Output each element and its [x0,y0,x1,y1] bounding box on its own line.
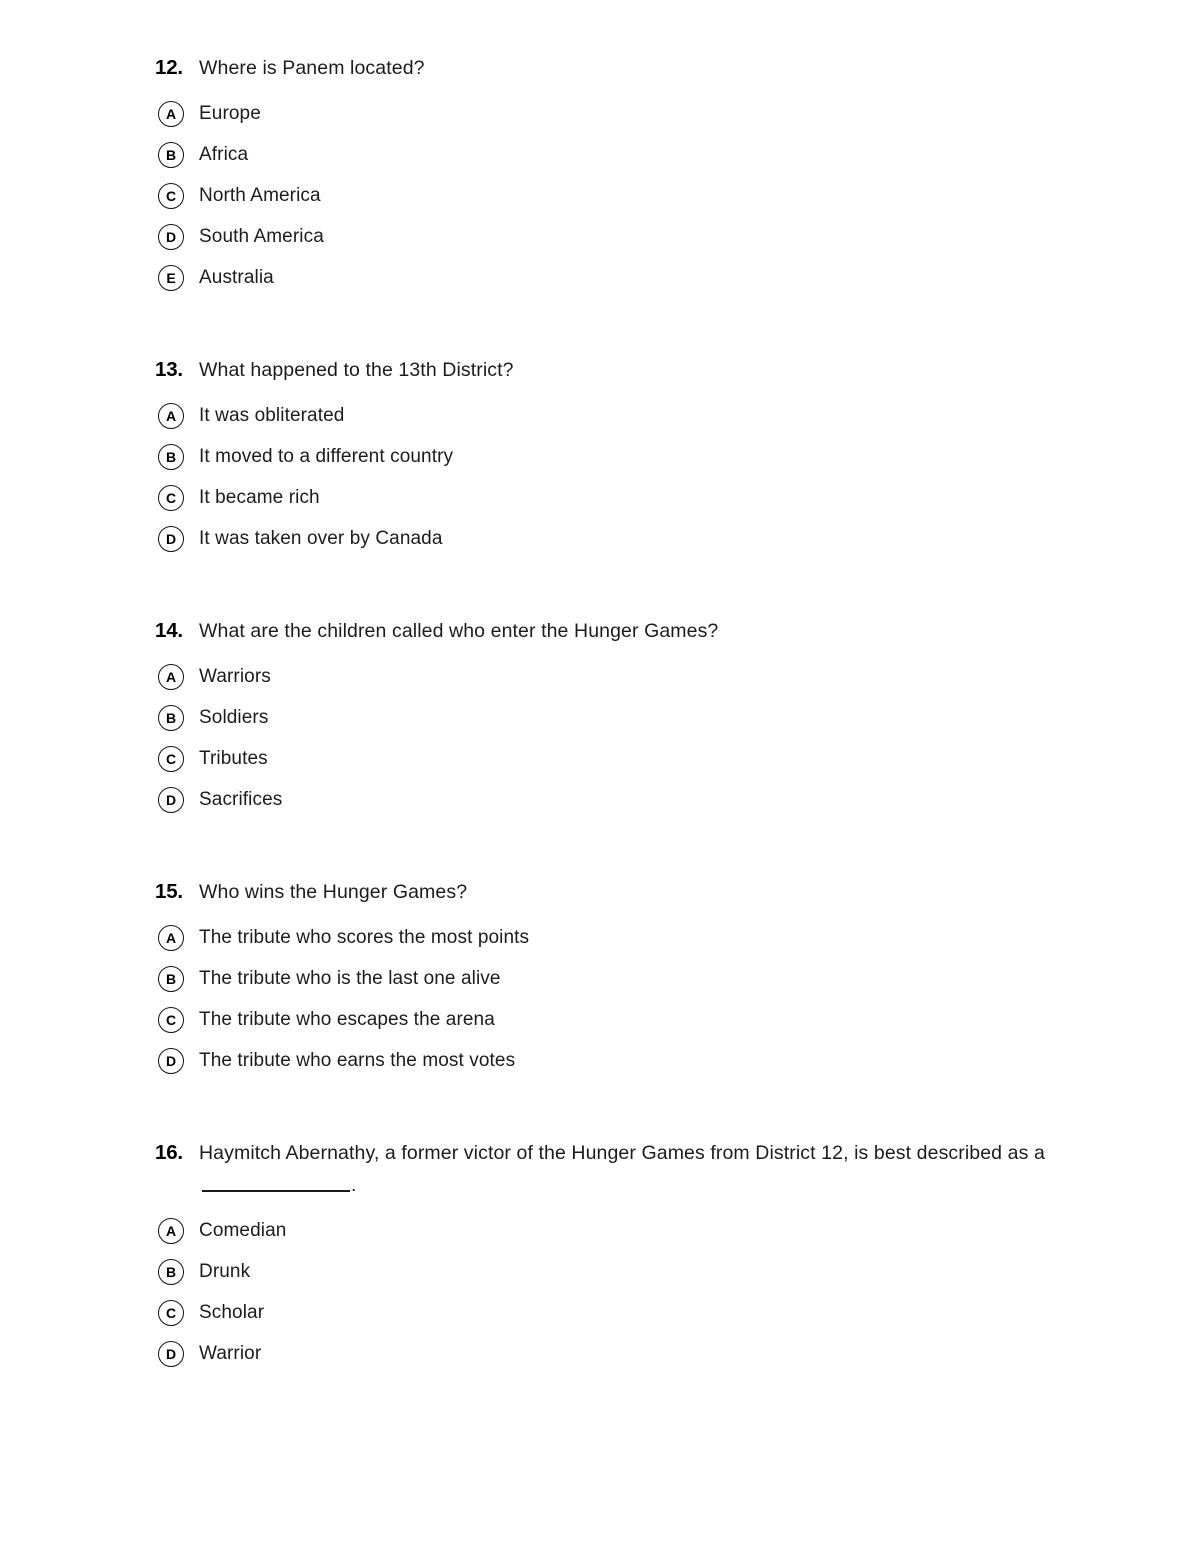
question-text-after-blank: . [351,1174,357,1196]
option-row[interactable] [155,917,1055,958]
option-letter-circle-icon[interactable]: C [158,485,184,511]
option-letter-circle-icon[interactable]: C [158,1300,184,1326]
option-list [155,1210,1055,1374]
option-label: It was obliterated [199,404,345,426]
question-text-main: Who wins the Hunger Games? [199,881,468,903]
option-row[interactable] [155,175,1055,216]
question-text-main: Where is Panem located? [199,57,425,79]
question-stem [155,876,1055,908]
question-text [199,52,1055,84]
option-row[interactable] [155,958,1055,999]
option-label: Soldiers [199,706,269,728]
option-label: Sacrifices [199,788,283,810]
question-text-main: What are the children called who enter the Hunger Games? [199,620,719,642]
option-row[interactable] [155,656,1055,697]
option-letter-circle-icon[interactable]: B [158,705,184,731]
option-label: It was taken over by Canada [199,527,443,549]
option-label: Drunk [199,1260,251,1282]
option-label: North America [199,184,321,206]
question-stem [155,52,1055,84]
option-letter-circle-icon[interactable]: A [158,664,184,690]
option-label: Tributes [199,747,268,769]
option-label: Warrior [199,1342,262,1364]
option-label: Australia [199,266,274,288]
option-label: The tribute who escapes the arena [199,1008,495,1030]
option-list [155,395,1055,559]
option-list [155,917,1055,1081]
question-block [155,615,1055,820]
option-row[interactable] [155,697,1055,738]
questions-container [155,52,1055,1374]
question-text [199,1137,1055,1201]
option-row[interactable] [155,999,1055,1040]
option-letter-circle-icon[interactable]: C [158,746,184,772]
option-row[interactable] [155,257,1055,298]
option-letter-circle-icon[interactable]: D [158,1048,184,1074]
option-label: Warriors [199,665,271,687]
question-block [155,1137,1055,1374]
option-label: Africa [199,143,249,165]
option-row[interactable] [155,779,1055,820]
option-row[interactable] [155,477,1055,518]
option-letter-circle-icon[interactable]: A [158,925,184,951]
option-letter-circle-icon[interactable]: D [158,1341,184,1367]
option-letter-circle-icon[interactable]: B [158,142,184,168]
option-row[interactable] [155,216,1055,257]
option-letter-circle-icon[interactable]: C [158,1007,184,1033]
option-letter-circle-icon[interactable]: B [158,444,184,470]
question-number: 14. [155,619,183,642]
option-letter-circle-icon[interactable]: D [158,224,184,250]
question-text-main: Haymitch Abernathy, a former victor of the Hunger Games from District 12, is best described as a [199,1142,1045,1164]
option-letter-circle-icon[interactable]: B [158,966,184,992]
question-block [155,354,1055,559]
option-letter-circle-icon[interactable]: D [158,526,184,552]
option-row[interactable] [155,1210,1055,1251]
option-letter-circle-icon[interactable]: A [158,403,184,429]
option-letter-circle-icon[interactable]: A [158,101,184,127]
question-stem [155,615,1055,647]
question-stem [155,354,1055,386]
option-row[interactable] [155,738,1055,779]
option-letter-circle-icon[interactable]: D [158,787,184,813]
option-label: The tribute who is the last one alive [199,967,501,989]
option-row[interactable] [155,1333,1055,1374]
question-text [199,354,1055,386]
question-block [155,52,1055,298]
option-label: The tribute who earns the most votes [199,1049,516,1071]
option-row[interactable] [155,518,1055,559]
option-letter-circle-icon[interactable]: A [158,1218,184,1244]
option-label: It became rich [199,486,320,508]
question-number: 12. [155,56,183,79]
option-row[interactable] [155,436,1055,477]
option-letter-circle-icon[interactable]: B [158,1259,184,1285]
fill-in-blank[interactable] [202,1175,350,1192]
option-row[interactable] [155,395,1055,436]
question-stem [155,1137,1055,1201]
question-block [155,876,1055,1081]
question-text [199,876,1055,908]
option-letter-circle-icon[interactable]: E [158,265,184,291]
question-text [199,615,1055,647]
option-list [155,656,1055,820]
option-label: South America [199,225,324,247]
option-label: The tribute who scores the most points [199,926,530,948]
option-letter-circle-icon[interactable]: C [158,183,184,209]
option-row[interactable] [155,134,1055,175]
option-row[interactable] [155,1251,1055,1292]
option-list [155,93,1055,298]
option-label: Europe [199,102,261,124]
question-number: 13. [155,358,183,381]
option-label: Scholar [199,1301,265,1323]
option-row[interactable] [155,1040,1055,1081]
question-number: 15. [155,880,183,903]
option-row[interactable] [155,1292,1055,1333]
question-text-main: What happened to the 13th District? [199,359,514,381]
option-label: It moved to a different country [199,445,454,467]
question-number: 16. [155,1141,183,1164]
option-label: Comedian [199,1219,287,1241]
option-row[interactable] [155,93,1055,134]
